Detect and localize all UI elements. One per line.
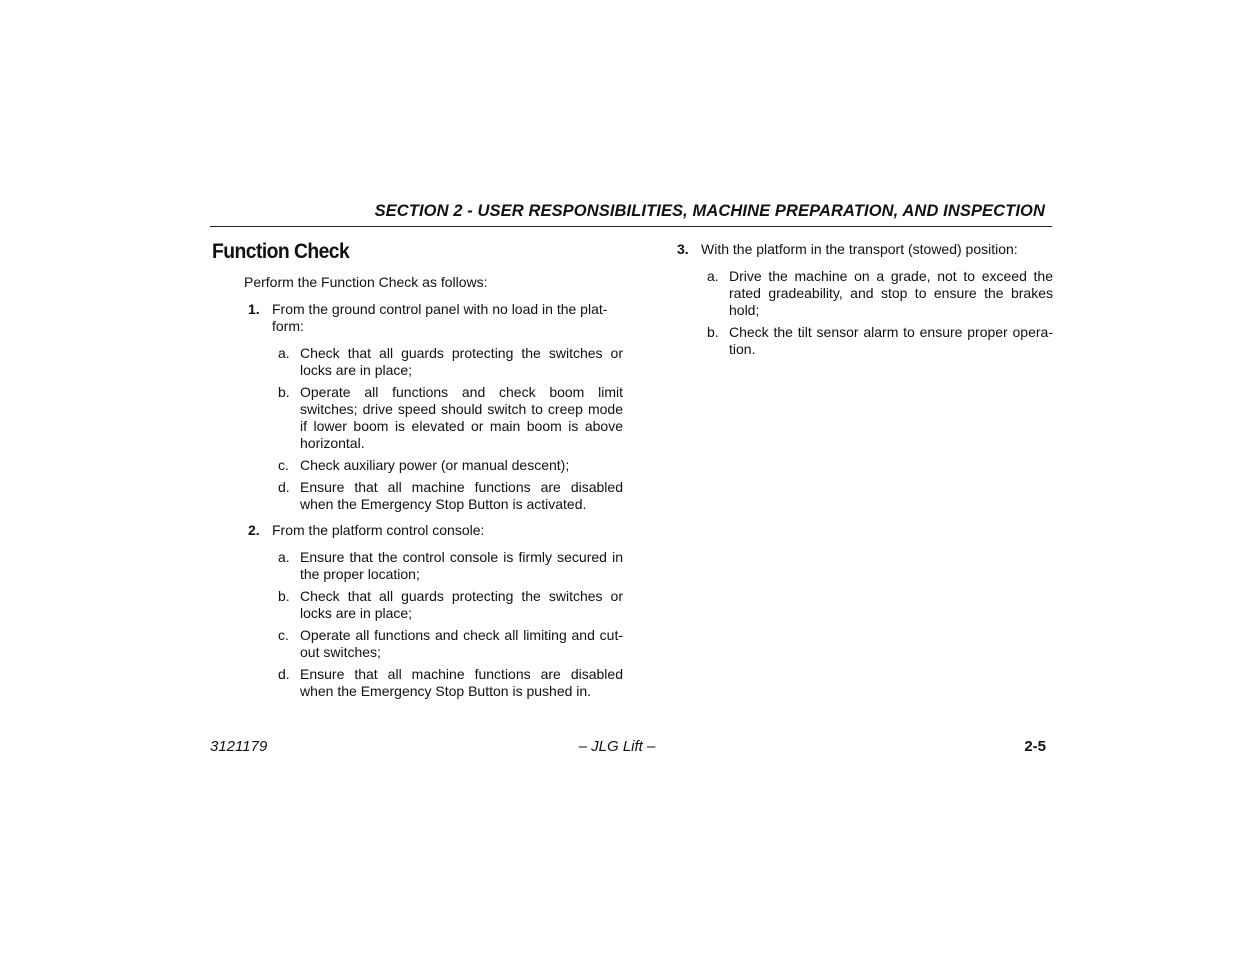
item-text: Check the tilt sensor alarm to ensure proper opera-tion. — [729, 324, 1053, 357]
item-text: Check auxiliary power (or manual descent); — [300, 457, 570, 473]
item-letter: a. — [278, 549, 290, 565]
item-text: Check that all guards protecting the switches or locks are in place; — [300, 588, 623, 621]
item-letter: d. — [278, 666, 290, 682]
footer-brand: – JLG Lift – — [578, 738, 656, 755]
intro-text: Perform the Function Check as follows: — [244, 274, 488, 290]
item-text: Ensure that all machine functions are disabled when the Emergency Stop Button is activated. — [300, 479, 623, 512]
item-letter: b. — [707, 324, 719, 340]
list-item — [278, 666, 623, 700]
item-letter: b. — [278, 588, 290, 604]
step-2-heading — [248, 522, 623, 539]
step-text: With the platform in the transport (stowed) position: — [701, 241, 1018, 257]
step-3-items — [707, 268, 1053, 358]
item-text: Operate all functions and check boom limit switches; drive speed should switch to creep mode if lower boom is elevated or main boom is above horizontal. — [300, 384, 623, 451]
item-letter: b. — [278, 384, 290, 400]
item-text: Drive the machine on a grade, not to exceed the rated gradeability, and stop to ensure the brakes hold; — [729, 268, 1053, 318]
step-text: From the ground control panel with no load in the plat-form: — [272, 301, 608, 334]
list-item — [707, 324, 1053, 358]
item-letter: a. — [707, 268, 719, 284]
item-letter: a. — [278, 345, 290, 361]
list-item — [278, 588, 623, 622]
step-1 — [248, 301, 623, 513]
item-text: Check that all guards protecting the switches or locks are in place; — [300, 345, 623, 378]
page-number: 2-5 — [1024, 738, 1046, 755]
step-3-heading — [677, 241, 1053, 258]
item-text: Ensure that all machine functions are disabled when the Emergency Stop Button is pushed in. — [300, 666, 623, 699]
list-item — [278, 457, 623, 474]
list-item — [278, 345, 623, 379]
step-number: 3. — [677, 241, 689, 257]
item-text: Operate all functions and check all limiting and cut-out switches; — [300, 627, 623, 660]
header-divider — [210, 226, 1052, 227]
doc-number: 3121179 — [210, 738, 268, 755]
step-number: 2. — [248, 522, 260, 538]
page-title: Function Check — [212, 240, 350, 263]
step-2-items — [278, 549, 623, 700]
step-1-heading — [248, 301, 623, 335]
step-1-items — [278, 345, 623, 513]
item-text: Ensure that the control console is firmly secured in the proper location; — [300, 549, 623, 582]
step-3 — [677, 241, 1053, 358]
left-column — [212, 238, 623, 700]
list-item — [278, 627, 623, 661]
item-letter: c. — [278, 627, 289, 643]
list-item — [278, 384, 623, 452]
list-item — [278, 549, 623, 583]
step-text: From the platform control console: — [272, 522, 485, 538]
list-item — [707, 268, 1053, 319]
item-letter: c. — [278, 457, 289, 473]
step-number: 1. — [248, 301, 260, 317]
right-column — [677, 241, 1053, 358]
item-letter: d. — [278, 479, 290, 495]
step-2 — [248, 522, 623, 700]
section-header: SECTION 2 - USER RESPONSIBILITIES, MACHINE PREPARATION, AND INSPECTION — [374, 202, 1045, 220]
list-item — [278, 479, 623, 513]
